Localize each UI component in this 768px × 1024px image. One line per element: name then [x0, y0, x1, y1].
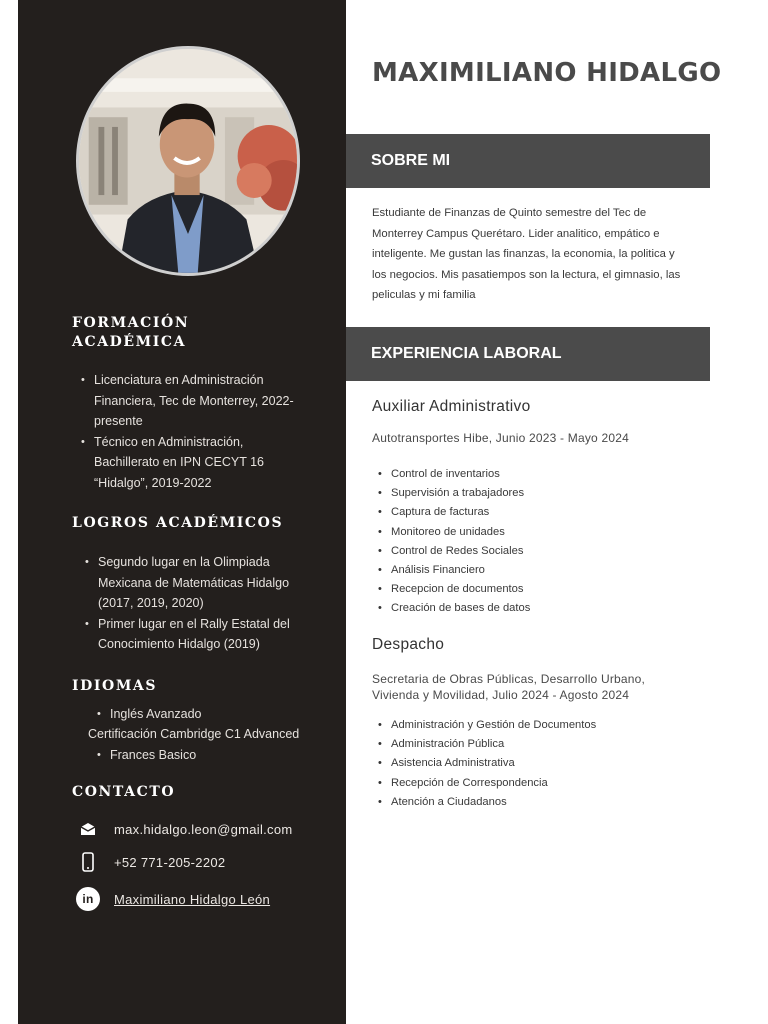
job-duties-list [391, 465, 530, 619]
achievement-item-line: Mexicana de Matemáticas Hidalgo [98, 575, 290, 590]
education-item-line: • Técnico en Administración, [94, 434, 244, 449]
duty-item: • Asistencia Administrativa [391, 754, 596, 773]
duty-item: • Creación de bases de datos [391, 599, 530, 618]
contact-phone-row[interactable] [76, 850, 225, 874]
languages-list [110, 704, 330, 725]
achievement-item-line: (2017, 2019, 2020) [98, 596, 204, 610]
contact-heading: CONTACTO [72, 784, 176, 800]
duty-item: • Recepción de Correspondencia [391, 774, 596, 793]
duty-item: • Supervisión a trabajadores [391, 484, 530, 503]
duty-item: • Administración y Gestión de Documentos [391, 716, 596, 735]
about-line: Estudiante de Finanzas de Quinto semestre del Tec de [372, 207, 647, 219]
about-line: inteligente. Me gustan las finanzas, la economia, la politica y [372, 248, 675, 260]
linkedin-icon [76, 887, 100, 911]
education-item-line: “Hidalgo”, 2019-2022 [94, 475, 212, 490]
contact-email-row[interactable] [76, 817, 293, 841]
linkedin-icon-text: in [82, 892, 94, 906]
experience-heading: EXPERIENCIA LABORAL [371, 345, 562, 362]
duty-item: • Administración Pública [391, 735, 596, 754]
about-line: peliculas y mi familia [372, 289, 476, 301]
duty-item: • Control de inventarios [391, 465, 530, 484]
job-meta [372, 430, 692, 446]
education-item-line: Bachillerato en IPN CECYT 16 [94, 455, 264, 469]
achievement-item-line: • Segundo lugar en la Olimpiada [98, 555, 270, 569]
contact-linkedin-link[interactable]: Maximiliano Hidalgo León [114, 891, 271, 907]
education-item-line: Financiera, Tec de Monterrey, 2022- [94, 393, 294, 408]
duty-item: • Atención a Ciudadanos [391, 793, 596, 812]
contact-phone[interactable]: +52 771-205-2202 [114, 854, 226, 870]
about-text [372, 203, 694, 306]
job-meta-line: Vivienda y Movilidad, Julio 2024 - Agosto 2024 [372, 688, 630, 702]
job-meta-line: Autotransportes Hibe, Junio 2023 - Mayo 2024 [372, 431, 629, 445]
phone-icon [76, 850, 100, 874]
achievements-list [98, 552, 343, 655]
job-meta [372, 671, 692, 703]
education-item [94, 432, 339, 494]
education-list [94, 370, 339, 493]
language-certification: Certificación Cambridge C1 Advanced [88, 727, 300, 741]
achievement-item-line: • Primer lugar en el Rally Estatal del [98, 616, 290, 631]
duty-item: • Captura de facturas [391, 503, 530, 522]
achievement-item-line: Conocimiento Hidalgo (2019) [98, 637, 260, 651]
languages-list-2 [110, 745, 330, 766]
achievement-item [98, 614, 343, 655]
about-heading: SOBRE MI [371, 152, 451, 169]
education-heading-line2: ACADÉMICA [72, 334, 187, 350]
achievement-item [98, 552, 343, 614]
education-heading-line1: FORMACIÓN [72, 315, 190, 331]
resume-name: MAXIMILIANO HIDALGO [372, 58, 722, 88]
email-icon [76, 817, 100, 841]
education-heading [72, 314, 189, 352]
language-item-english: • Inglés Avanzado [110, 704, 330, 725]
profile-photo-image [79, 49, 297, 273]
languages-heading: IDIOMAS [72, 678, 158, 694]
education-item-line: presente [94, 414, 143, 428]
duty-item: • Control de Redes Sociales [391, 542, 530, 561]
job-meta-line: Secretaria de Obras Públicas, Desarrollo Urbano, [372, 672, 646, 686]
experience-heading-band [346, 327, 710, 381]
about-line: Monterrey Campus Querétaro. Lider analitico, empático e [372, 227, 660, 240]
contact-email[interactable]: max.hidalgo.leon@gmail.com [114, 821, 293, 837]
about-line: los negocios. Mis pasatiempos son la lectura, el gimnasio, las [372, 268, 681, 281]
duty-item: • Análisis Financiero [391, 561, 530, 580]
duty-item: • Recepcion de documentos [391, 580, 530, 599]
sidebar [18, 0, 346, 1024]
about-heading-band [346, 134, 710, 188]
job-duties-list [391, 716, 596, 812]
job-title: Despacho [372, 636, 445, 653]
contact-linkedin-row[interactable] [76, 887, 270, 911]
job-title: Auxiliar Administrativo [372, 398, 531, 415]
education-item [94, 370, 339, 432]
duty-item: • Monitoreo de unidades [391, 523, 530, 542]
education-item-line: • Licenciatura en Administración [94, 373, 264, 387]
language-item-french: • Frances Basico [110, 745, 330, 766]
profile-photo [76, 46, 300, 276]
achievements-heading: LOGROS ACADÉMICOS [72, 515, 284, 531]
